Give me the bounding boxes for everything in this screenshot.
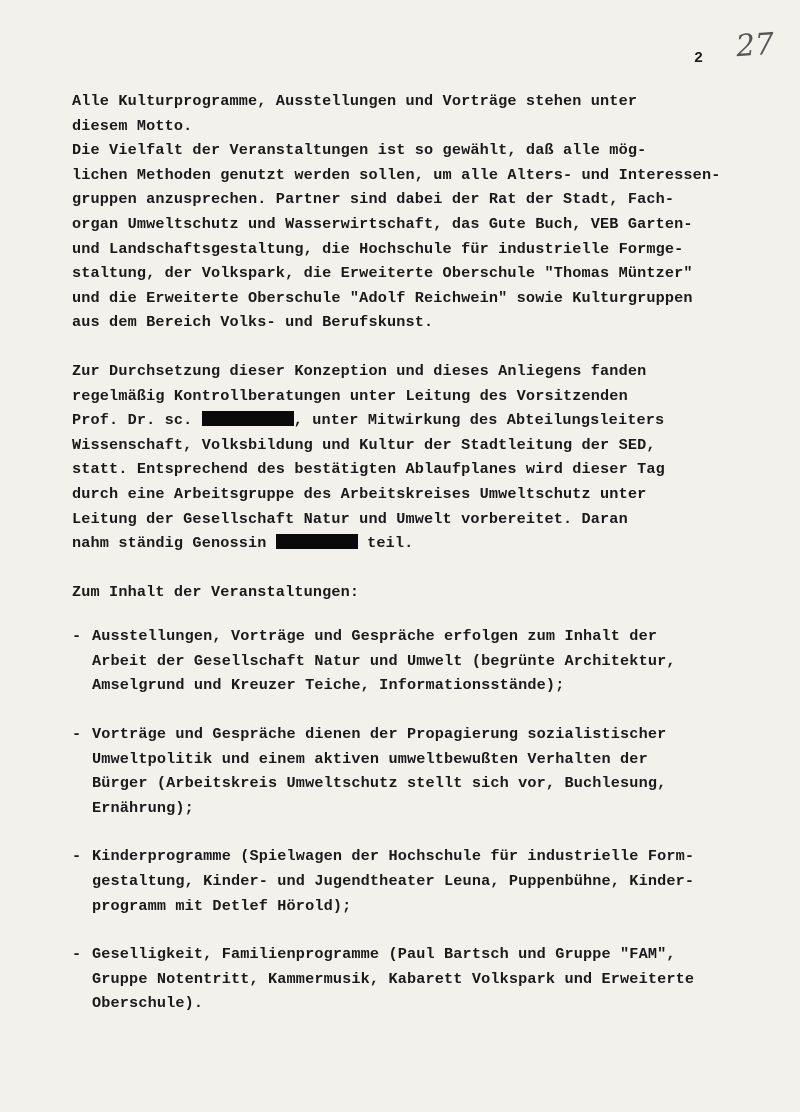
text-line: Leitung der Gesellschaft Natur und Umwelt vorbereitet. Daran bbox=[72, 509, 628, 528]
text-line: durch eine Arbeitsgruppe des Arbeitskreises Umweltschutz unter bbox=[72, 484, 647, 503]
text-line: und Landschaftsgestaltung, die Hochschule für industrielle Formge- bbox=[72, 239, 684, 258]
paragraph-gap bbox=[72, 604, 772, 624]
paragraph-gap bbox=[72, 820, 772, 844]
text-line: gestaltung, Kinder- und Jugendtheater Leuna, Puppenbühne, Kinder- bbox=[92, 872, 695, 891]
list-item-text bbox=[92, 844, 772, 918]
text-segment: , unter Mitwirkung des Abteilungsleiters bbox=[293, 411, 665, 430]
page-number: 2 bbox=[694, 50, 704, 67]
text-line: Arbeit der Gesellschaft Natur und Umwelt (begrünte Architektur, bbox=[92, 651, 676, 670]
archive-number-handwritten: 27 bbox=[734, 26, 776, 65]
text-line: Vorträge und Gespräche dienen der Propagierung sozialistischer bbox=[92, 725, 667, 744]
text-line: Wissenschaft, Volksbildung und Kultur der Stadtleitung der SED, bbox=[72, 435, 656, 454]
text-line: Umweltpolitik und einem aktiven umweltbewußten Verhalten der bbox=[92, 749, 648, 768]
text-line: aus dem Bereich Volks- und Berufskunst. bbox=[72, 313, 434, 332]
text-line: gruppen anzusprechen. Partner sind dabei der Rat der Stadt, Fach- bbox=[72, 190, 675, 209]
paragraph-gap bbox=[72, 556, 772, 580]
bullet-dash: - bbox=[72, 945, 82, 964]
text-line: Kinderprogramme (Spielwagen der Hochschule für industrielle Form- bbox=[92, 847, 695, 866]
text-line: Oberschule). bbox=[92, 994, 204, 1013]
text-line: programm mit Detlef Hörold); bbox=[92, 896, 352, 915]
list-item bbox=[72, 844, 772, 918]
bullet-dash: - bbox=[72, 725, 82, 744]
redaction-bar bbox=[276, 534, 358, 549]
text-line: regelmäßig Kontrollberatungen unter Leitung des Vorsitzenden bbox=[72, 386, 628, 405]
list-item bbox=[72, 624, 772, 698]
text-line: diesem Motto. bbox=[72, 116, 193, 135]
text-line: staltung, der Volkspark, die Erweiterte Oberschule "Thomas Müntzer" bbox=[72, 264, 693, 283]
list-item-text bbox=[92, 624, 772, 698]
text-line: Geselligkeit, Familienprogramme (Paul Bartsch und Gruppe "FAM", bbox=[92, 945, 676, 964]
list-item-text bbox=[92, 942, 772, 1016]
text-line: Amselgrund und Kreuzer Teiche, Informationsstände); bbox=[92, 676, 565, 695]
text-line: und die Erweiterte Oberschule "Adolf Reichwein" sowie Kulturgruppen bbox=[72, 288, 693, 307]
text-line: Die Vielfalt der Veranstaltungen ist so gewählt, daß alle mög- bbox=[72, 141, 647, 160]
paragraph-gap bbox=[72, 335, 772, 359]
text-line: organ Umweltschutz und Wasserwirtschaft, das Gute Buch, VEB Garten- bbox=[72, 214, 693, 233]
text-line: Gruppe Notentritt, Kammermusik, Kabarett Volkspark und Erweiterte bbox=[92, 969, 695, 988]
list-item bbox=[72, 722, 772, 820]
text-line: Ernährung); bbox=[92, 798, 194, 817]
bullet-dash: - bbox=[72, 627, 82, 646]
bullet-dash: - bbox=[72, 847, 82, 866]
paragraph-gap bbox=[72, 918, 772, 942]
document-body bbox=[72, 89, 772, 1016]
list-item bbox=[72, 942, 772, 1016]
redaction-bar bbox=[202, 411, 294, 426]
text-line: statt. Entsprechend des bestätigten Ablaufplanes wird dieser Tag bbox=[72, 460, 665, 479]
text-line: Ausstellungen, Vorträge und Gespräche erfolgen zum Inhalt der bbox=[92, 627, 658, 646]
section-heading: Zum Inhalt der Veranstaltungen: bbox=[72, 582, 360, 601]
text-line: lichen Methoden genutzt werden sollen, um alle Alters- und Interessen- bbox=[72, 165, 721, 184]
intro-paragraph bbox=[72, 89, 772, 335]
text-line: Zur Durchsetzung dieser Konzeption und dieses Anliegens fanden bbox=[72, 361, 647, 380]
list-item-text bbox=[92, 722, 772, 820]
text-line: Bürger (Arbeitskreis Umweltschutz stellt sich vor, Buchlesung, bbox=[92, 774, 667, 793]
paragraph-gap bbox=[72, 698, 772, 722]
conception-paragraph bbox=[72, 359, 772, 556]
text-line bbox=[72, 531, 772, 556]
text-line bbox=[72, 408, 772, 433]
text-line: Alle Kulturprogramme, Ausstellungen und Vorträge stehen unter bbox=[72, 92, 638, 110]
text-segment: nahm ständig Genossin bbox=[72, 534, 276, 553]
text-segment: teil. bbox=[357, 534, 414, 553]
text-segment: Prof. Dr. sc. bbox=[72, 411, 202, 430]
